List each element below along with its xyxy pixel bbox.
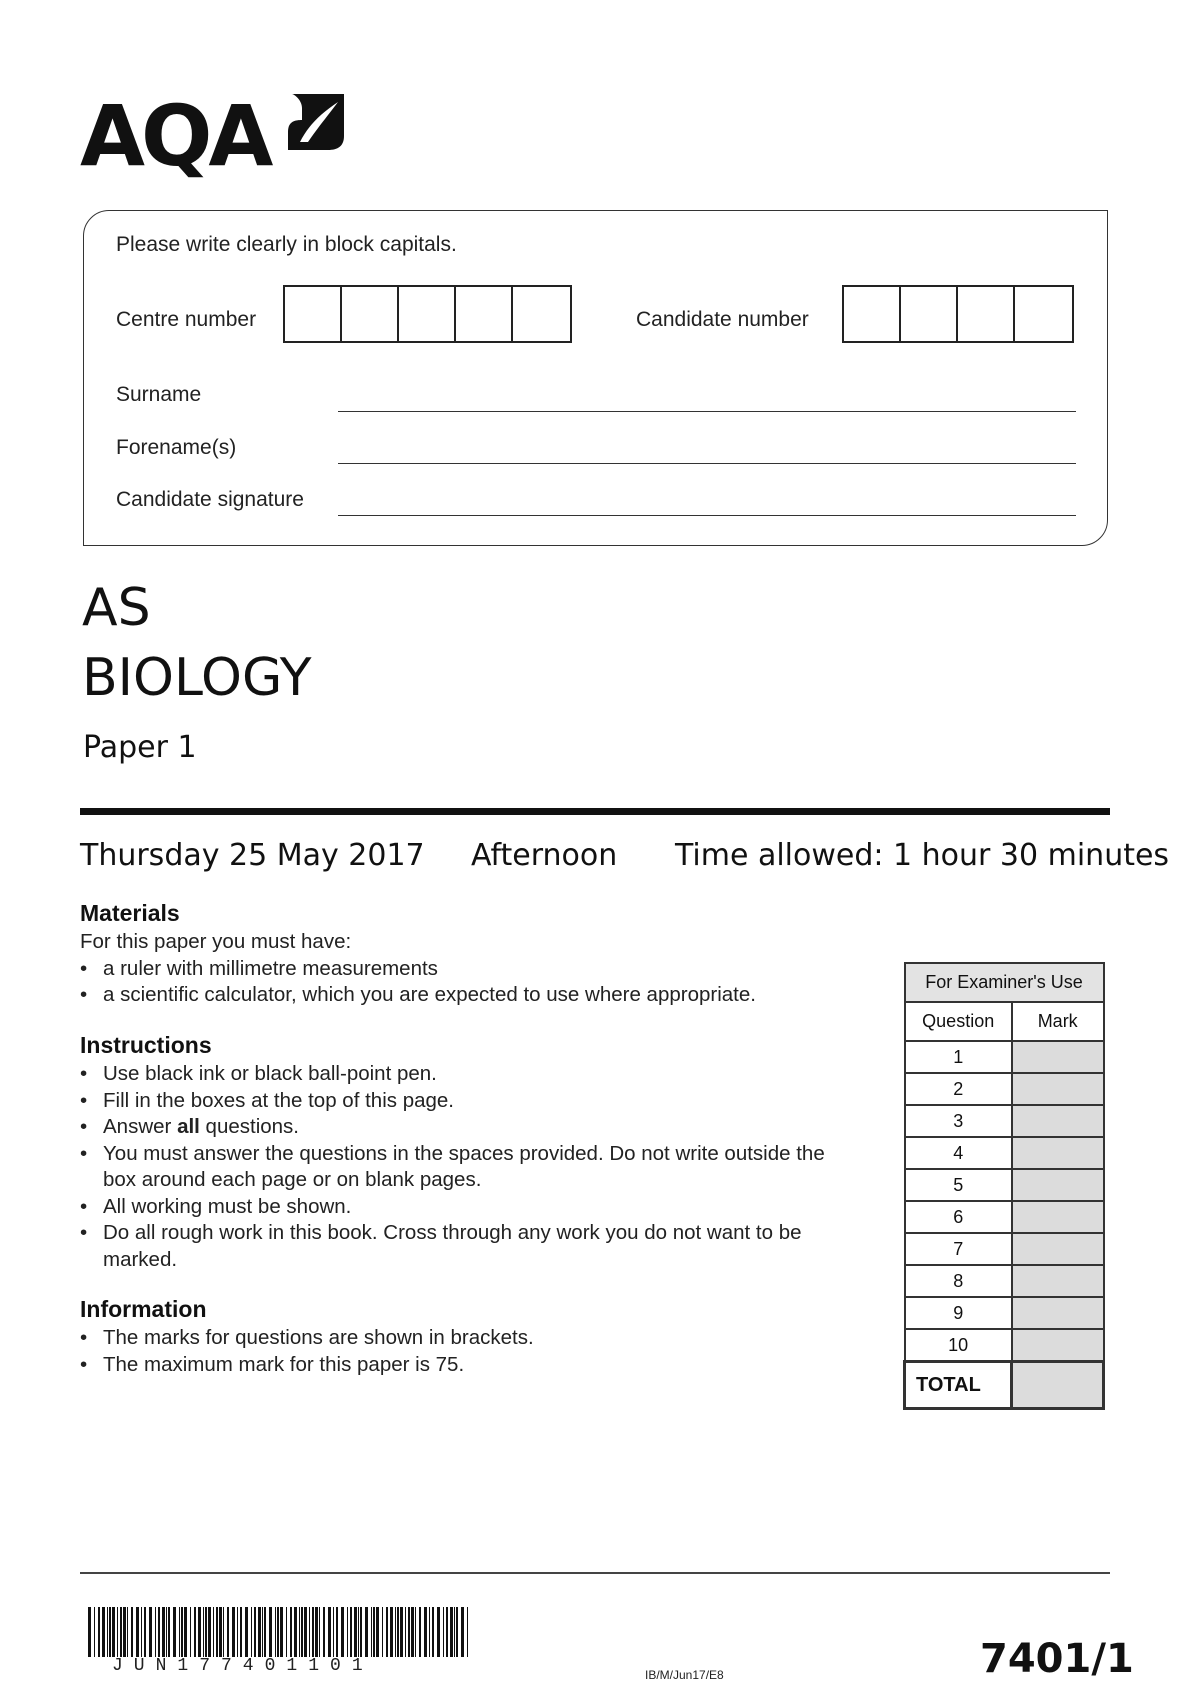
barcode-bar	[158, 1607, 160, 1657]
time-allowed: Time allowed: 1 hour 30 minutes	[675, 838, 1170, 873]
mark-cell	[1012, 1137, 1104, 1169]
surname-line[interactable]	[338, 411, 1076, 412]
barcode-bar	[315, 1607, 318, 1657]
barcode-bar	[312, 1607, 314, 1657]
barcode-image	[88, 1607, 470, 1657]
barcode-bar	[168, 1607, 170, 1657]
barcode-bar	[232, 1607, 235, 1657]
question-number-cell: 2	[905, 1073, 1012, 1105]
list-item: • Fill in the boxes at the top of this page.	[80, 1088, 840, 1115]
examiner-use-table	[903, 962, 1105, 1410]
exam-date: Thursday 25 May 2017	[80, 838, 425, 873]
question-number-cell: 9	[905, 1297, 1012, 1329]
barcode-bar	[301, 1607, 303, 1657]
subject-title: BIOLOGY	[82, 648, 312, 708]
barcode-bar	[341, 1607, 344, 1657]
table-row	[905, 1105, 1104, 1137]
centre-number-boxes	[283, 285, 572, 343]
question-number-cell: 7	[905, 1233, 1012, 1265]
barcode-bar	[376, 1607, 379, 1657]
barcode-bar	[336, 1607, 338, 1657]
barcode-bar	[333, 1607, 334, 1657]
barcode-bar	[304, 1607, 307, 1657]
table-row	[905, 1297, 1104, 1329]
barcode-bar	[208, 1607, 211, 1657]
barcode-bar	[107, 1607, 108, 1657]
heading-divider	[80, 808, 1110, 815]
question-number-cell: 4	[905, 1137, 1012, 1169]
barcode-bar	[155, 1607, 156, 1657]
mark-cell	[1012, 1201, 1104, 1233]
barcode-bar	[181, 1607, 183, 1657]
barcode-bar	[102, 1607, 105, 1657]
footer-divider	[80, 1572, 1110, 1574]
table-row	[905, 1265, 1104, 1297]
mark-cell	[1012, 1297, 1104, 1329]
barcode-bar	[194, 1607, 196, 1657]
answer-text: Answer all questions.	[103, 1115, 300, 1138]
barcode-bar	[117, 1607, 118, 1657]
candidate-digit-box[interactable]	[958, 287, 1015, 341]
mark-cell	[1012, 1073, 1104, 1105]
barcode-bar	[280, 1607, 283, 1657]
materials-intro: For this paper you must have:	[80, 930, 352, 953]
barcode-bar	[223, 1607, 224, 1657]
barcode-bar	[450, 1607, 453, 1657]
barcode-bar	[245, 1607, 248, 1657]
table-row	[905, 1169, 1104, 1201]
barcode-bar	[162, 1607, 165, 1657]
candidate-number-boxes	[842, 285, 1074, 343]
barcode-bar	[269, 1607, 272, 1657]
barcode-bar	[411, 1607, 414, 1657]
barcode-bar	[382, 1607, 383, 1657]
barcode-bar	[358, 1607, 359, 1657]
centre-digit-box[interactable]	[399, 287, 456, 341]
barcode-bar	[415, 1607, 416, 1657]
centre-digit-box[interactable]	[513, 287, 570, 341]
barcode-bar	[203, 1607, 204, 1657]
centre-digit-box[interactable]	[456, 287, 513, 341]
question-number-cell: 8	[905, 1265, 1012, 1297]
barcode-bar	[120, 1607, 122, 1657]
barcode-bar	[397, 1607, 399, 1657]
barcode-bar	[395, 1607, 396, 1657]
barcode-bar	[219, 1607, 222, 1657]
logo-text: AQA	[80, 87, 270, 185]
signature-label: Candidate signature	[116, 488, 304, 511]
barcode-bar	[294, 1607, 297, 1657]
barcode-bar	[371, 1607, 372, 1657]
barcode-bar	[360, 1607, 362, 1657]
forenames-label: Forename(s)	[116, 436, 237, 459]
barcode-bar	[136, 1607, 139, 1657]
level-title: AS	[82, 578, 151, 638]
barcode-bar	[446, 1607, 448, 1657]
barcode-bar	[112, 1607, 115, 1657]
barcode-bar	[386, 1607, 388, 1657]
barcode-bar	[149, 1607, 152, 1657]
exam-session: Afternoon	[471, 838, 618, 873]
signature-line[interactable]	[338, 515, 1076, 516]
centre-number-label: Centre number	[116, 308, 257, 331]
barcode-bar	[94, 1607, 95, 1657]
table-row	[905, 1233, 1104, 1265]
barcode-bar	[443, 1607, 444, 1657]
materials-section	[80, 900, 880, 1009]
mark-cell	[1012, 1265, 1104, 1297]
question-number-cell: 10	[905, 1329, 1012, 1362]
barcode-bar	[141, 1607, 142, 1657]
question-number-cell: 1	[905, 1041, 1012, 1073]
barcode-bar	[429, 1607, 430, 1657]
centre-digit-box[interactable]	[342, 287, 399, 341]
barcode-bar	[437, 1607, 440, 1657]
mark-column-header: Mark	[1012, 1002, 1104, 1041]
barcode-bar	[456, 1607, 458, 1657]
surname-label: Surname	[116, 383, 202, 406]
total-mark-cell	[1012, 1362, 1104, 1409]
examiner-table-title: For Examiner's Use	[905, 963, 1104, 1002]
barcode-bar	[109, 1607, 111, 1657]
candidate-digit-box[interactable]	[1015, 287, 1072, 341]
barcode-bar	[254, 1607, 256, 1657]
barcode-bar	[144, 1607, 146, 1657]
barcode-bar	[123, 1607, 126, 1657]
instructions-heading: Instructions	[80, 1032, 212, 1058]
list-item: • Do all rough work in this book. Cross through any work you do not want to be marked.	[80, 1220, 840, 1273]
leaf-icon	[286, 92, 346, 152]
list-item: • Use black ink or black ball-point pen.	[80, 1061, 840, 1088]
forenames-line[interactable]	[338, 463, 1076, 464]
list-item: • All working must be shown.	[80, 1194, 840, 1221]
barcode-bar	[205, 1607, 207, 1657]
barcode-bar	[390, 1607, 393, 1657]
question-number-cell: 3	[905, 1105, 1012, 1137]
barcode-bar	[408, 1607, 410, 1657]
barcode-bar	[277, 1607, 279, 1657]
list-item: • The maximum mark for this paper is 75.	[80, 1352, 840, 1379]
barcode-number: JUN177401101	[112, 1656, 374, 1676]
barcode-bar	[350, 1607, 352, 1657]
list-item	[80, 1114, 840, 1141]
aqa-logo	[80, 88, 350, 188]
list-item: • The marks for questions are shown in brackets.	[80, 1325, 840, 1352]
barcode-bar	[432, 1607, 434, 1657]
barcode-bar	[419, 1607, 421, 1657]
barcode-bar	[190, 1607, 191, 1657]
barcode-bar	[216, 1607, 218, 1657]
barcode-bar	[173, 1607, 176, 1657]
barcode-bar	[319, 1607, 320, 1657]
total-label: TOTAL	[905, 1362, 1012, 1409]
reference-code: IB/M/Jun17/E8	[645, 1668, 724, 1682]
barcode-bar	[251, 1607, 252, 1657]
list-item: • a ruler with millimetre measurements	[80, 956, 880, 983]
instructions-section	[80, 1032, 840, 1273]
barcode-bar	[454, 1607, 455, 1657]
mark-cell	[1012, 1233, 1104, 1265]
materials-heading: Materials	[80, 900, 180, 926]
barcode-bar	[264, 1607, 266, 1657]
barcode-bar	[275, 1607, 276, 1657]
question-number-cell: 6	[905, 1201, 1012, 1233]
information-heading: Information	[80, 1296, 207, 1322]
barcode-bar	[290, 1607, 292, 1657]
barcode-bar	[400, 1607, 403, 1657]
barcode-bar	[131, 1607, 133, 1657]
table-row	[905, 1201, 1104, 1233]
barcode-bar	[88, 1607, 91, 1657]
barcode-bar	[227, 1607, 229, 1657]
table-row	[905, 1329, 1104, 1362]
barcode-bar	[461, 1607, 464, 1657]
centre-digit-box[interactable]	[285, 287, 342, 341]
question-number-cell: 5	[905, 1169, 1012, 1201]
candidate-digit-box[interactable]	[901, 287, 958, 341]
candidate-number-label: Candidate number	[636, 308, 809, 331]
barcode-bar	[424, 1607, 427, 1657]
barcode-bar	[347, 1607, 348, 1657]
barcode-bar	[286, 1607, 287, 1657]
information-section	[80, 1296, 840, 1378]
barcode-bar	[467, 1607, 468, 1657]
barcode-bar	[328, 1607, 331, 1657]
barcode-bar	[198, 1607, 201, 1657]
barcode-bar	[237, 1607, 238, 1657]
mark-cell	[1012, 1169, 1104, 1201]
table-row	[905, 1041, 1104, 1073]
candidate-digit-box[interactable]	[844, 287, 901, 341]
barcode-bar	[373, 1607, 375, 1657]
mark-cell	[1012, 1105, 1104, 1137]
barcode-bar	[365, 1607, 368, 1657]
barcode-bar	[299, 1607, 300, 1657]
barcode-bar	[179, 1607, 180, 1657]
barcode-bar	[240, 1607, 242, 1657]
table-row	[905, 1137, 1104, 1169]
barcode-bar	[262, 1607, 263, 1657]
barcode-bar	[98, 1607, 100, 1657]
table-row	[905, 1073, 1104, 1105]
barcode-bar	[213, 1607, 214, 1657]
paper-code: 7401/1	[980, 1636, 1134, 1682]
barcode-bar	[323, 1607, 325, 1657]
barcode-bar	[354, 1607, 357, 1657]
block-capitals-instruction: Please write clearly in block capitals.	[116, 233, 457, 256]
list-item: • a scientific calculator, which you are expected to use where appropriate.	[80, 982, 880, 1009]
barcode-bar	[405, 1607, 406, 1657]
list-item: • You must answer the questions in the spaces provided. Do not write outside the box around each page or on blank pages.	[80, 1141, 840, 1194]
paper-title: Paper 1	[83, 730, 197, 765]
barcode-bar	[258, 1607, 261, 1657]
barcode-bar	[127, 1607, 128, 1657]
barcode-bar	[184, 1607, 187, 1657]
barcode-bar	[166, 1607, 167, 1657]
question-column-header: Question	[905, 1002, 1012, 1041]
candidate-details-box	[83, 210, 1108, 546]
barcode-bar	[309, 1607, 310, 1657]
mark-cell	[1012, 1041, 1104, 1073]
mark-cell	[1012, 1329, 1104, 1362]
